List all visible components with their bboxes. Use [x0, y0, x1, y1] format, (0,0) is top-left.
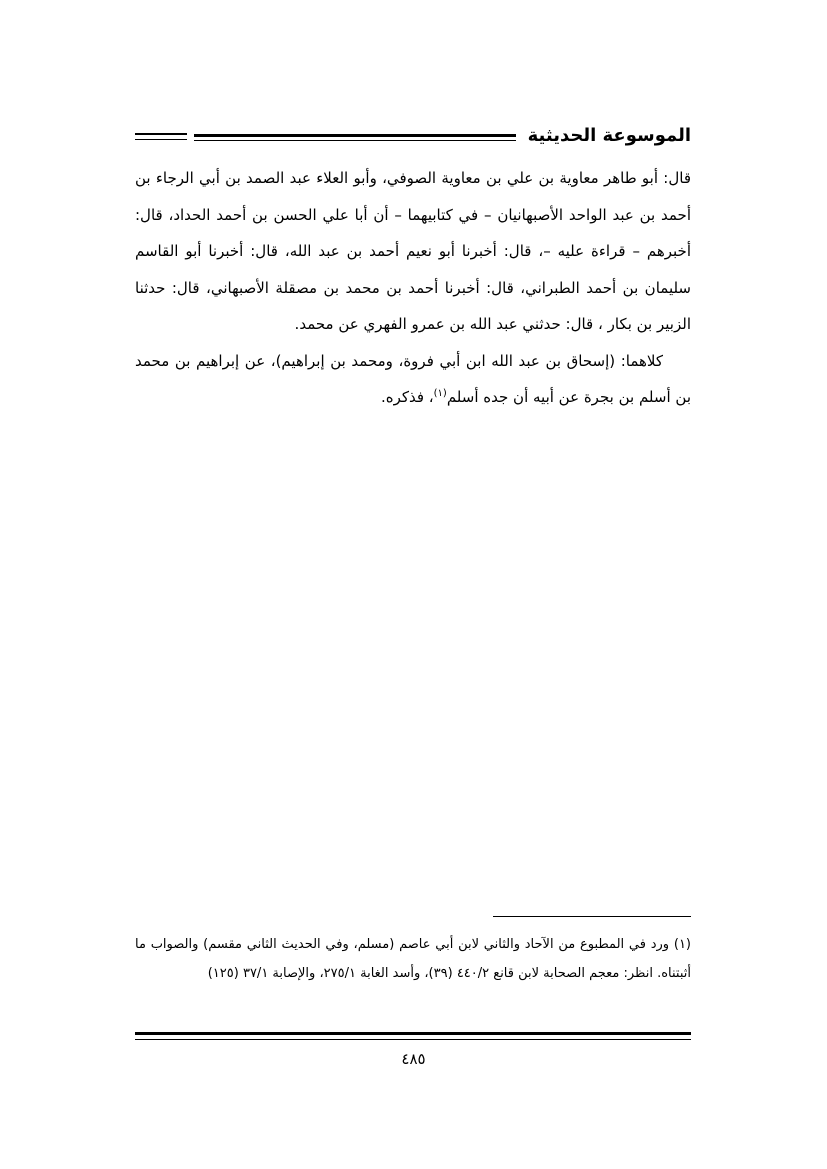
header-title: الموسوعة الحديثية: [516, 122, 691, 150]
main-text: [135, 160, 691, 416]
footer-rule-thick: [135, 1032, 691, 1035]
running-header: [135, 122, 691, 152]
header-rule-gap: [187, 126, 194, 146]
footnote-reference[interactable]: (١): [433, 388, 447, 399]
footer-rule-thin: [135, 1039, 691, 1040]
paragraph-2-end: ، فذكره.: [380, 388, 434, 406]
footnote-separator: [493, 916, 691, 917]
paragraph-2-text: كلاهما: (إسحاق بن عبد الله ابن أبي فروة، ومحمد بن إبراهيم)، عن إبراهيم بن محمد بن أسلم بن بجرة عن أبيه أن جده أسلم: [135, 351, 691, 406]
page-number: ٤٨٥: [401, 1050, 426, 1068]
paragraph-1: قال: أبو طاهر معاوية بن علي بن معاوية الصوفي، وأبو العلاء عبد الصمد بن أبي الرجاء بن أحمد بن عبد الواحد الأصبهانيان – في كتابيهما – أن أبا علي الحسن بن أحمد الحداد، قال: أخبرهم – قراءة عليه –، قال: أخبرنا أبو نعيم أحمد بن عبد الله، قال: أخبرنا أبو القاسم سليمان بن أحمد الطبراني، قال: أخبرنا أحمد بن محمد بن مصقلة الأصبهاني، قال: حدثنا الزبير بن بكار ، قال: حدثني عبد الله بن عمرو الفهري عن محمد.: [135, 169, 691, 333]
footnote: [135, 930, 691, 988]
footnote-text: (١) ورد في المطبوع من الآحاد والثاني لابن أبي عاصم (مسلم، وفي الحديث الثاني مقسم) والصواب ما أثبتناه. انظر: معجم الصحابة لابن قانع ٤٤٠/٢ (٣٩)، وأسد الغابة ٢٧٥/١، والإصابة ٣٧/١ (١٢٥): [135, 937, 691, 981]
paragraph-2: [135, 343, 691, 416]
header-short-rule: [135, 130, 187, 142]
